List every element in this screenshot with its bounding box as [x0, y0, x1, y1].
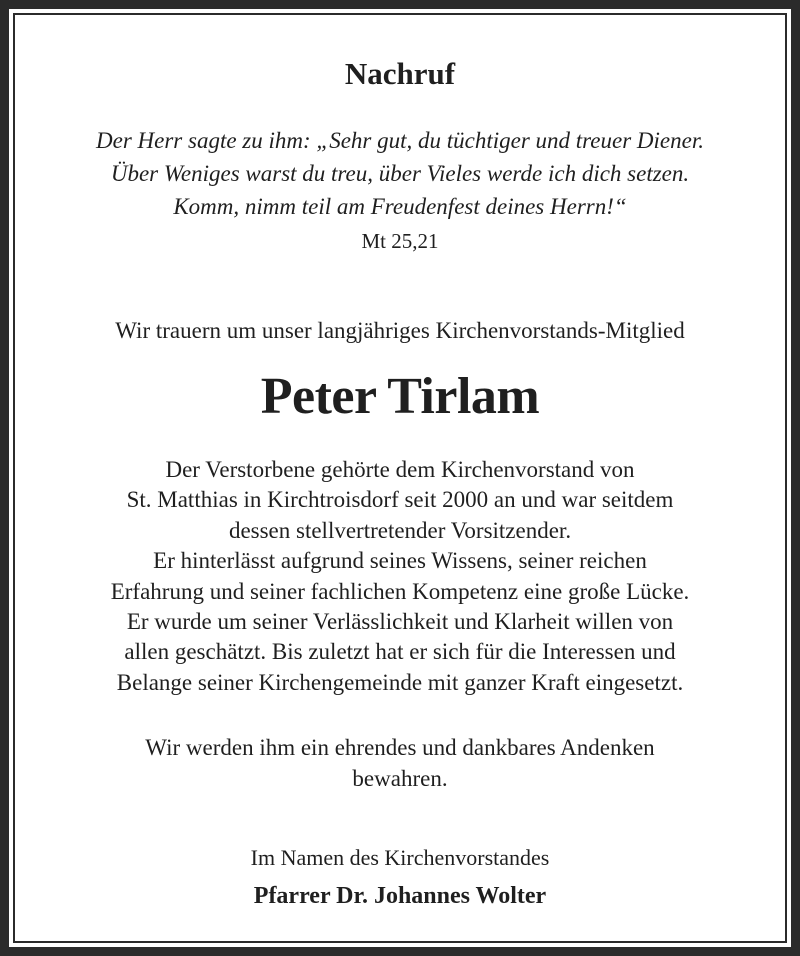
- notice-heading: Nachruf: [344, 56, 456, 91]
- closing-line: bewahren.: [352, 766, 448, 791]
- signature-name: Pfarrer Dr. Johannes Wolter: [253, 883, 547, 909]
- tribute-line: Er hinterlässt aufgrund seines Wissens, seiner reichen: [153, 548, 647, 574]
- tribute-line: St. Matthias in Kirchtroisdorf seit 2000 an und war seitdem: [126, 487, 674, 513]
- verse-line: Über Weniges warst du treu, über Vieles werde ich dich setzen.: [110, 161, 690, 186]
- closing-text: [0, 732, 800, 794]
- closing-line: Wir werden ihm ein ehrendes und dankbares Andenken: [145, 735, 655, 760]
- signature-label: Im Namen des Kirchenvorstandes: [250, 845, 550, 870]
- tribute-text: [0, 455, 800, 698]
- verse-reference: Mt 25,21: [361, 229, 439, 253]
- intro-text: Wir trauern um unser langjähriges Kirchenvorstands-Mitglied: [115, 318, 685, 343]
- verse-line: Komm, nimm teil am Freudenfest deines Herrn!“: [173, 194, 627, 219]
- verse-line: Der Herr sagte zu ihm: „Sehr gut, du tüchtiger und treuer Diener.: [96, 128, 704, 153]
- tribute-line: Belange seiner Kirchengemeinde mit ganzer Kraft eingesetzt.: [116, 669, 684, 695]
- tribute-line: Er wurde um seiner Verlässlichkeit und Klarheit willen von: [126, 609, 674, 635]
- deceased-name: Peter Tirlam: [260, 368, 540, 425]
- tribute-line: allen geschätzt. Bis zuletzt hat er sich für die Interessen und: [124, 639, 676, 665]
- tribute-line: Erfahrung und seiner fachlichen Kompetenz eine große Lücke.: [110, 578, 690, 604]
- tribute-line: dessen stellvertretender Vorsitzender.: [228, 517, 572, 543]
- tribute-line: Der Verstorbene gehörte dem Kirchenvorstand von: [165, 457, 635, 482]
- bible-verse: [0, 124, 800, 223]
